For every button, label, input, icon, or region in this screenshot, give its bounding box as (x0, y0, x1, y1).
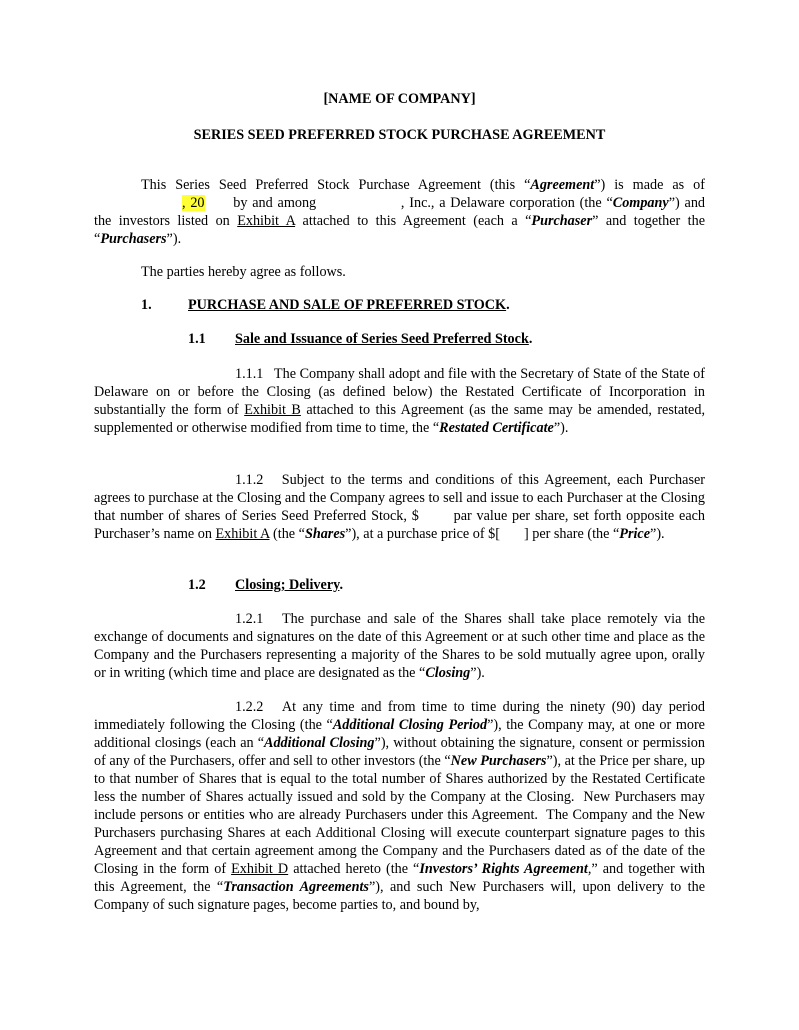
exhibit-d-link: Exhibit D (231, 861, 289, 877)
parties-sentence: The parties hereby agree as follows. (141, 264, 346, 280)
paragraph-1-1-1: 1.1.1 The Company shall adopt and file with the Secretary of State of the State of Delaware on or before the Closing (as defined below) the Restated Certificate of Incorporation in substantially the form of Exhibit B attached to this Agreement (as the same may be amended, restated, supplemented or otherwise modified from time to time, the “Restated Certificate”). (94, 366, 705, 436)
exhibit-a-link-2: Exhibit A (215, 526, 270, 542)
section-1-number: 1. (141, 297, 152, 313)
document-title: SERIES SEED PREFERRED STOCK PURCHASE AGREEMENT (193, 127, 606, 143)
paragraph-1-2-2: 1.2.2 At any time and from time to time during the ninety (90) day period immediately following the Closing (the “Additional Closing Period”), the Company may, at one or more additional closings (each an “Additional Closing”), without obtaining the signature, consent or permission of any of the Purchasers, offer and sell to other investors (the “New Purchasers”), at the Price per share, up to that number of Shares that is equal to the total number of Shares authorized by the Restated Certificate less the number of Shares actually issued and sold by the Company at the Closing. New Purchasers may include persons or entities who are already Purchasers under this Agreement. The Company and the New Purchasers purchasing Shares at each Additional Closing will execute counterpart signature pages to this Agreement and that certain agreement among the Company and the Purchasers dated as of the date of the Closing in the form of Exhibit D attached hereto (the “Investors’ Rights Agreement,” and together with this Agreement, the “Transaction Agreements”), and such New Purchasers will, upon delivery to the Company of such signature pages, become parties to, and bound by, (94, 699, 706, 913)
date-blank-2[interactable]: , 20 (182, 195, 205, 211)
section-1-1-heading: Sale and Issuance of Series Seed Preferred Stock. (235, 331, 533, 347)
section-1-2-number: 1.2 (188, 577, 206, 593)
paragraph-1-2-1: 1.2.1 The purchase and sale of the Shares shall take place remotely via the exchange of documents and signatures on the date of this Agreement or at such other time and place as the Company and the Purchasers representing a majority of the Shares to be sold mutually agree upon, orally or in writing (which time and place are designated as the “Closing”). (94, 611, 705, 681)
section-1-1-number: 1.1 (188, 331, 206, 347)
company-name-heading: [NAME OF COMPANY] (323, 91, 476, 107)
exhibit-b-link: Exhibit B (244, 402, 301, 418)
intro-paragraph: This Series Seed Preferred Stock Purchase Agreement (this “Agreement”) is made as of , 20 by and among , Inc., a Delaware corporation (the “Company”) and the investors listed on Exhibit A attached to this Agreement (each a “Purchaser” and together the “Purchasers”). (94, 177, 706, 247)
exhibit-a-link: Exhibit A (237, 213, 296, 229)
section-1-2-heading: Closing; Delivery. (235, 577, 343, 593)
paragraph-1-1-2: 1.1.2 Subject to the terms and conditions of this Agreement, each Purchaser agrees to purchase at the Closing and the Company agrees to sell and issue to each Purchaser at the Closing that number of shares of Series Seed Preferred Stock, $ par value per share, set forth opposite each Purchaser’s name on Exhibit A (the “Shares”), at a purchase price of $[ ] per share (the “Price”). (94, 472, 706, 542)
section-1-heading: PURCHASE AND SALE OF PREFERRED STOCK. (188, 297, 510, 313)
